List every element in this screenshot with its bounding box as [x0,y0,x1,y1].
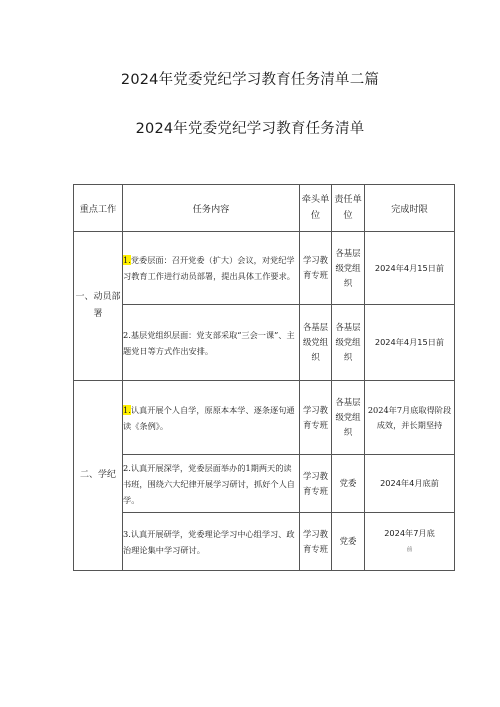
task-text: 基层党组织层面：党支部采取“三会一课”、主题党日等方式作出安排。 [123,329,295,356]
task-number: 1. [123,255,131,265]
task-content [123,513,300,571]
responsible-unit-cell: 各基层级党组织 [332,305,365,381]
deadline-cell: 2024年4月15日前 [365,232,455,305]
lead-unit-cell: 各基层级党组织 [300,305,332,381]
task-content [123,381,300,455]
lead-unit-cell: 学习教育专班 [300,455,332,513]
category-cell: 一、动员部署 [74,232,123,381]
task-text: 党委层面：召开党委（扩大）会议，对党纪学习教育工作进行动员部署，提出具体工作要求。 [123,255,295,281]
responsible-unit-cell: 各基层级党组织 [332,381,365,455]
task-text: 认真开展深学，党委层面举办的1期两天的读书班，围绕六大纪律开展学习研讨，抓好个人自学。 [123,462,295,505]
responsible-unit-cell: 党委 [332,455,365,513]
deadline-cell: 2024年4月15日前 [365,305,455,381]
header-deadline: 完成时限 [365,185,455,232]
task-content [123,305,300,381]
deadline-cell: 2024年4月底前 [365,455,455,513]
table-row [74,305,455,381]
lead-unit-cell: 学习教育专班 [300,232,332,305]
task-number: 1. [123,404,131,415]
deadline-note: 前 [406,546,413,553]
task-content [123,455,300,513]
category-cell: 二、学纪 [74,381,123,571]
lead-unit-cell: 学习教育专班 [300,513,332,571]
responsible-unit-cell: 各基层级党组织 [332,232,365,305]
header-lead-unit: 牵头单位 [300,185,332,232]
document-title: 2024年党委党纪学习教育任务清单二篇 [120,72,380,88]
task-text: 认真开展研学，党委理论学习中心组学习、政治理论集中学习研讨。 [123,528,295,555]
task-text: 认真开展个人自学，原原本本学、逐条逐句通读《条例》。 [123,404,295,431]
lead-unit-cell: 学习教育专班 [300,381,332,455]
deadline-text: 2024年7月底 [384,527,435,538]
table-row [74,381,455,455]
responsible-unit-cell: 党委 [332,513,365,571]
table-row [74,232,455,305]
document-subtitle: 2024年党委党纪学习教育任务清单 [135,121,365,137]
table-row [74,455,455,513]
table-row [74,513,455,571]
task-table [73,184,455,571]
deadline-cell [365,513,455,571]
task-number: 2. [123,462,131,473]
header-content: 任务内容 [123,185,300,232]
deadline-cell: 2024年7月底取得阶段成效，并长期坚持 [365,381,455,455]
table-header-row [74,185,455,232]
task-content [123,232,300,305]
header-responsible-unit: 责任单位 [332,185,365,232]
header-focus: 重点工作 [74,185,123,232]
task-number: 2. [123,329,131,340]
task-number: 3. [123,528,131,539]
